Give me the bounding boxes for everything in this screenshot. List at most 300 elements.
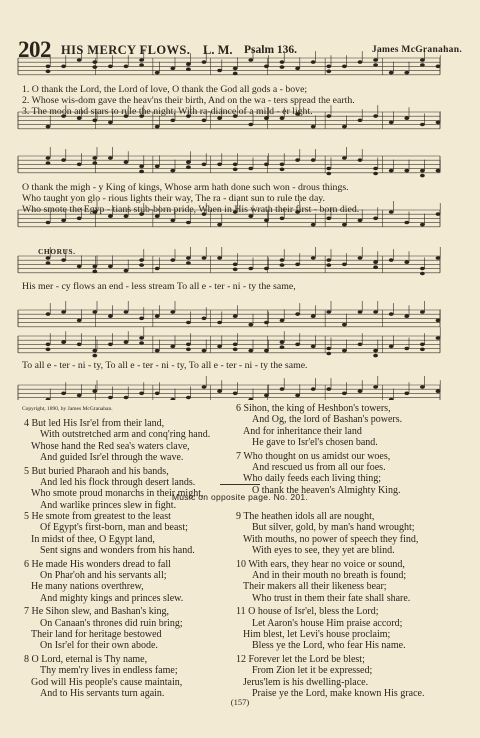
note-head: [202, 349, 207, 353]
note-head: [233, 163, 238, 167]
note-head: [248, 267, 253, 271]
verse-text: Who smote proud monarchs in their might,: [31, 488, 204, 500]
verse-line: [236, 559, 466, 570]
note-head: [420, 385, 425, 389]
verse-text: But silver, gold, by man's hand wrought;: [252, 522, 415, 534]
note-head: [139, 170, 144, 174]
note-head: [155, 392, 160, 396]
note-head: [420, 267, 425, 271]
note-head: [404, 169, 409, 173]
note-head: [46, 261, 51, 265]
verse-text: And for inheritance their land: [243, 425, 362, 437]
verse-text: Who thought on us amidst our woes,: [243, 450, 391, 462]
verse-line: [236, 473, 456, 484]
verse-number: 9: [236, 511, 244, 522]
verse-text: With eyes to see, they yet are blind.: [252, 545, 395, 557]
note-head: [186, 67, 191, 71]
note-head: [77, 265, 82, 269]
verse-text: And led his flock through desert lands.: [40, 477, 196, 489]
verse-line: [24, 429, 224, 440]
verse-text: Whose hand the Red sea's waters clave,: [31, 440, 190, 452]
note-head: [77, 58, 82, 62]
verse-line: [24, 665, 229, 676]
verse-text: And in their mouth no breath is found;: [252, 570, 407, 582]
verse-line: [236, 665, 466, 676]
verse-number: 11: [236, 606, 249, 618]
verses-202-right: [236, 403, 456, 498]
note-head: [420, 348, 425, 352]
note-head: [108, 343, 113, 347]
opposite-page-caption: Music on opposite page. No. 201.: [171, 492, 309, 502]
note-head: [280, 163, 285, 167]
verse-line: [236, 593, 466, 604]
note-head: [248, 323, 253, 327]
verse-line: [236, 629, 466, 640]
verse-line: [24, 545, 229, 556]
note-head: [436, 319, 441, 323]
verse-text: Sent signs and wonders from his hand.: [40, 545, 195, 557]
verse-text: In midst of thee, O Egypt land,: [31, 533, 155, 545]
note-head: [186, 396, 191, 400]
verse-number: 6: [24, 558, 32, 570]
verse-text: He gave to Isr'el's chosen band.: [252, 437, 378, 449]
note-head: [46, 65, 51, 69]
note-head: [77, 319, 82, 323]
note-head: [280, 60, 285, 64]
note-head: [264, 349, 269, 353]
note-head: [61, 158, 66, 162]
note-head: [373, 63, 378, 67]
verse-line: [236, 677, 466, 688]
verse-line: [236, 403, 456, 414]
note-head: [124, 340, 129, 344]
verse-text: Of Egypt's first-born, man and beast;: [40, 522, 188, 534]
note-head: [373, 167, 378, 171]
note-head: [155, 349, 160, 353]
verse-text: Who trust in them their fate shall share.: [252, 592, 411, 604]
note-head: [280, 217, 285, 221]
note-head: [108, 121, 113, 125]
note-head: [46, 125, 51, 129]
note-head: [326, 65, 331, 69]
verse-line: [24, 618, 229, 629]
verse-number: 5: [24, 465, 32, 477]
note-head: [326, 258, 331, 262]
note-head: [124, 160, 129, 164]
verse-line: [236, 606, 466, 617]
note-head: [217, 223, 222, 227]
note-head: [420, 343, 425, 347]
note-head: [373, 58, 378, 62]
note-head: [280, 319, 285, 323]
note-head: [404, 347, 409, 351]
note-head: [358, 256, 363, 260]
verse-number: 10: [236, 558, 249, 570]
note-head: [358, 389, 363, 393]
verse-text: O thank the heaven's Almighty King.: [252, 484, 401, 496]
note-head: [280, 65, 285, 69]
note-head: [139, 63, 144, 67]
hymn-composer: James McGranahan.: [371, 45, 462, 55]
verse-text: And rescued us from all our foes.: [252, 462, 386, 474]
note-head: [295, 158, 300, 162]
lyric-line: 3. The moon and stars to rule the night, With ra-diance of a mild - er light.: [22, 106, 313, 117]
note-head: [139, 263, 144, 267]
note-head: [170, 310, 175, 314]
note-head: [420, 58, 425, 62]
note-head: [77, 163, 82, 167]
note-head: [311, 387, 316, 391]
verse-number: 7: [24, 606, 32, 618]
verse-stanza: [236, 451, 456, 497]
note-head: [264, 321, 269, 325]
note-head: [108, 396, 113, 400]
verse-text: Their makers all their likeness bear;: [243, 581, 387, 593]
hymn-title: HIS MERCY FLOWS.: [61, 43, 191, 57]
note-head: [92, 389, 97, 393]
note-head: [295, 312, 300, 316]
note-head: [139, 317, 144, 321]
verse-line: [24, 477, 224, 488]
note-head: [233, 263, 238, 267]
note-head: [389, 121, 394, 125]
verse-number: 5: [24, 511, 32, 522]
verse-line: [236, 522, 466, 533]
note-head: [233, 343, 238, 347]
verse-line: [236, 437, 456, 448]
verse-line: [236, 451, 456, 462]
note-head: [46, 343, 51, 347]
verse-line: [236, 545, 466, 556]
note-head: [311, 345, 316, 349]
note-head: [202, 119, 207, 123]
verse-line: [236, 654, 466, 665]
verse-text: Him blest, let Levi's house proclaim;: [243, 629, 391, 641]
note-head: [295, 343, 300, 347]
verse-text: He Sihon slew, and Bashan's king,: [31, 606, 170, 618]
note-head: [108, 65, 113, 69]
verse-text: And mighty kings and princes slew.: [40, 592, 184, 604]
note-head: [342, 223, 347, 227]
note-head: [248, 123, 253, 127]
note-head: [326, 172, 331, 176]
verse-stanza: [24, 418, 224, 464]
verse-line: [24, 534, 229, 545]
verse-line: [24, 629, 229, 640]
verse-text: With outstretched arm and conq'ring hand.: [40, 429, 211, 441]
note-head: [420, 169, 425, 173]
verse-text: God will His people's cause maintain,: [31, 676, 183, 688]
verse-stanza: [24, 559, 229, 605]
note-head: [77, 394, 82, 398]
verse-stanza: [236, 559, 466, 605]
note-head: [389, 169, 394, 173]
note-head: [404, 260, 409, 264]
verse-line: [24, 654, 229, 665]
note-head: [186, 348, 191, 352]
note-head: [92, 349, 97, 353]
note-head: [389, 258, 394, 262]
note-head: [155, 267, 160, 271]
note-head: [61, 340, 66, 344]
note-head: [311, 314, 316, 318]
note-head: [358, 343, 363, 347]
note-head: [420, 223, 425, 227]
section-divider: [220, 484, 260, 485]
note-head: [373, 260, 378, 264]
note-head: [326, 352, 331, 356]
verse-stanza: [24, 606, 229, 652]
note-head: [342, 65, 347, 69]
note-head: [436, 169, 441, 173]
note-head: [46, 156, 51, 160]
note-head: [217, 389, 222, 393]
note-head: [373, 354, 378, 358]
note-head: [170, 169, 175, 173]
note-head: [358, 219, 363, 223]
note-head: [389, 398, 394, 400]
note-head: [436, 336, 441, 340]
note-head: [373, 310, 378, 314]
verse-line: [236, 414, 456, 425]
note-head: [373, 217, 378, 221]
note-head: [264, 65, 269, 69]
note-head: [92, 119, 97, 123]
chorus-label: CHORUS.: [38, 247, 76, 256]
verse-line: [236, 581, 466, 592]
note-head: [342, 323, 347, 327]
lyric-line: O thank the migh - y King of kings, Whose arm hath done such won - drous things.: [22, 182, 349, 193]
verse-text: Sihon, the king of Heshbon's towers,: [243, 403, 391, 414]
note-head: [155, 125, 160, 129]
note-head: [233, 168, 238, 172]
verse-line: [236, 618, 466, 629]
note-head: [420, 174, 425, 178]
note-head: [186, 221, 191, 225]
note-head: [124, 396, 129, 400]
note-head: [436, 121, 441, 125]
note-head: [342, 263, 347, 267]
note-head: [61, 392, 66, 396]
note-head: [358, 158, 363, 162]
system2-lyrics: [22, 182, 438, 215]
note-head: [295, 263, 300, 267]
verse-text: Thy mem'ry lives in endless fame;: [40, 665, 178, 677]
note-head: [295, 394, 300, 398]
verses-201-right: [236, 511, 466, 702]
verse-text: He made His wonders dread to fall: [31, 558, 171, 570]
note-head: [186, 261, 191, 265]
note-head: [139, 58, 144, 62]
note-head: [342, 349, 347, 353]
verse-text: Who daily feeds each living thing;: [243, 473, 382, 485]
note-head: [217, 256, 222, 260]
verse-line: [24, 441, 224, 452]
note-head: [77, 217, 82, 221]
note-head: [46, 312, 51, 316]
verse-text: On Canaan's thrones did ruin bring;: [40, 617, 183, 629]
note-head: [155, 71, 160, 75]
verse-number: 8: [24, 653, 32, 665]
verse-line: [236, 534, 466, 545]
verse-text: On Phar'oh and his servants all;: [40, 570, 167, 582]
note-head: [373, 349, 378, 353]
verse-stanza: [236, 606, 466, 652]
note-head: [139, 392, 144, 396]
verse-text: And Og, the lord of Bashan's powers.: [252, 414, 403, 426]
note-head: [46, 398, 51, 400]
note-head: [326, 263, 331, 267]
verse-text: Let Aaron's house Him praise accord;: [252, 617, 403, 629]
verse-line: [24, 640, 229, 651]
note-head: [186, 343, 191, 347]
verse-text: With ears, they hear no voice or sound,: [248, 558, 405, 570]
note-head: [202, 256, 207, 260]
note-head: [233, 268, 238, 272]
note-head: [186, 256, 191, 260]
note-head: [420, 310, 425, 314]
note-head: [202, 385, 207, 389]
note-head: [280, 263, 285, 267]
verse-text: And warlike princes slew in fight.: [40, 499, 177, 511]
verse-line: [24, 606, 229, 617]
note-head: [373, 172, 378, 176]
note-head: [77, 343, 82, 347]
verse-line: [236, 511, 466, 522]
lyric-line: Who smote the Egyp - tians stub-born pride, When in His wrath their first - born died.: [22, 204, 360, 215]
note-head: [295, 67, 300, 71]
note-head: [280, 387, 285, 391]
verse-number: 4: [24, 418, 32, 429]
note-head: [420, 63, 425, 67]
verse-line: [24, 511, 229, 522]
note-head: [311, 256, 316, 260]
hymn-scripture: Psalm 136.: [244, 44, 298, 56]
note-head: [186, 165, 191, 169]
note-head: [92, 265, 97, 269]
verse-stanza: [24, 466, 224, 512]
note-head: [326, 347, 331, 351]
note-head: [358, 310, 363, 314]
verse-text: And to His servants turn again.: [40, 688, 165, 700]
verse-line: [236, 640, 466, 651]
lyric-line: Who taught yon glo - rious lights their way, The ra - diant sun to rule the day.: [22, 193, 326, 204]
verse-text: Bless ye the Lord, who fear His name.: [252, 640, 406, 652]
verse-stanza: [236, 654, 466, 700]
verse-line: [24, 452, 224, 463]
note-head: [358, 119, 363, 123]
note-head: [280, 168, 285, 172]
system1-lyrics: [22, 84, 438, 117]
note-head: [170, 219, 175, 223]
page-number: (157): [230, 697, 250, 707]
note-head: [264, 394, 269, 398]
verse-text: On Isr'el for their own abode.: [40, 640, 158, 652]
lyric-line: 1. O thank the Lord, the Lord of love, O thank the God all gods a - bove;: [22, 84, 308, 95]
note-head: [358, 60, 363, 64]
verse-text: From Zion let it be expressed;: [252, 665, 373, 677]
hymn-number: 202: [18, 37, 51, 62]
note-head: [233, 72, 238, 76]
note-head: [46, 221, 51, 225]
note-head: [155, 165, 160, 169]
note-head: [61, 65, 66, 69]
note-head: [404, 221, 409, 225]
note-head: [280, 345, 285, 349]
note-head: [389, 345, 394, 349]
note-head: [404, 71, 409, 75]
note-head: [92, 354, 97, 358]
note-head: [92, 156, 97, 160]
chorus-line2: To all e - ter - ni - ty, To all e - ter - ni - ty, To all e - ter - ni - ty the same.: [22, 360, 308, 371]
note-head: [342, 156, 347, 160]
note-head: [248, 349, 253, 353]
note-head: [389, 312, 394, 316]
note-head: [436, 389, 441, 393]
verse-line: [24, 559, 229, 570]
note-head: [124, 269, 129, 273]
note-head: [342, 125, 347, 129]
verse-text: O Lord, eternal is Thy name,: [31, 653, 148, 665]
note-head: [170, 258, 175, 262]
note-head: [124, 65, 129, 69]
note-head: [248, 167, 253, 171]
note-head: [326, 70, 331, 74]
note-head: [170, 398, 175, 400]
verse-text: Their land for heritage bestowed: [31, 629, 162, 641]
verse-line: [236, 570, 466, 581]
note-head: [404, 314, 409, 318]
verse-number: 7: [236, 450, 244, 462]
copyright-notice: Copyright, 1890, by James McGranahan.: [22, 406, 113, 412]
note-head: [248, 398, 253, 400]
note-head: [139, 341, 144, 345]
verse-line: [24, 581, 229, 592]
note-head: [248, 58, 253, 62]
note-head: [139, 336, 144, 340]
verse-number: 12: [236, 653, 249, 665]
note-head: [46, 256, 51, 260]
verse-text: Forever let the Lord be blest;: [248, 653, 365, 665]
note-head: [326, 217, 331, 221]
note-head: [61, 310, 66, 314]
verse-text: The heathen idols all are nought,: [243, 511, 375, 522]
note-head: [92, 65, 97, 69]
note-head: [186, 62, 191, 66]
verse-text: O house of Isr'el, bless the Lord;: [248, 606, 379, 618]
note-head: [311, 158, 316, 162]
note-head: [217, 321, 222, 325]
note-head: [280, 340, 285, 344]
note-head: [233, 348, 238, 352]
note-head: [108, 314, 113, 318]
chorus-line1: His mer - cy flows an end - less stream To all e - ter - ni - ty the same,: [22, 281, 296, 292]
verses-201-left: [24, 511, 229, 702]
note-head: [170, 345, 175, 349]
note-head: [280, 258, 285, 262]
note-head: [420, 272, 425, 276]
note-head: [373, 385, 378, 389]
note-head: [217, 163, 222, 167]
verse-text: But buried Pharaoh and his bands,: [31, 465, 169, 477]
note-head: [233, 392, 238, 396]
note-head: [108, 156, 113, 160]
verse-line: [24, 522, 229, 533]
note-head: [170, 67, 175, 71]
note-head: [436, 256, 441, 260]
note-head: [61, 219, 66, 223]
note-head: [326, 167, 331, 171]
